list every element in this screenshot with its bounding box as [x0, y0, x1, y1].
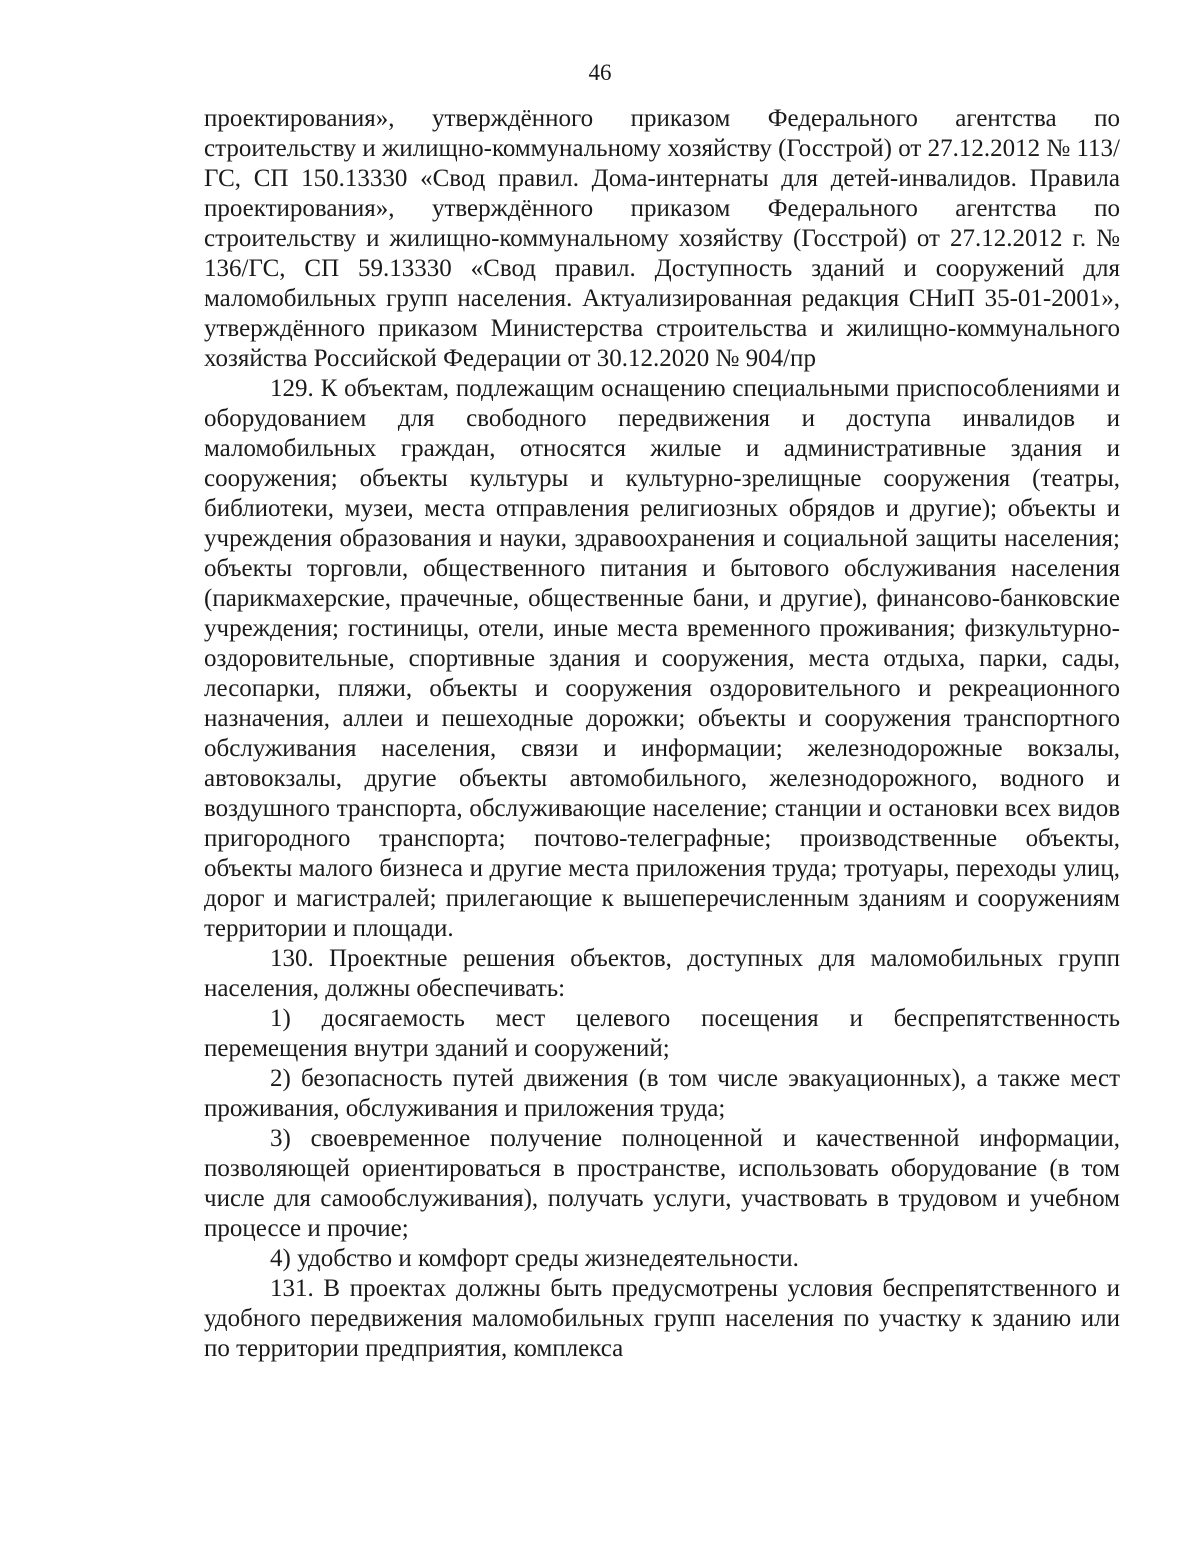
list-item-4: 4) удобство и комфорт среды жизнедеятельности. — [270, 1245, 799, 1272]
list-item-1: 1) досягаемость мест целевого посещения и беспрепятственность перемещения внутри зданий и сооружений; — [204, 1005, 1120, 1062]
document-body — [204, 104, 1120, 1364]
paragraph-129: 129. К объектам, подлежащим оснащению специальными приспособлениями и оборудованием для свободного передвижения и доступа инвалидов и маломобильных граждан, относятся жилые и административные здания и сооружения; объекты культуры и культурно-зрелищные сооружения (театры, библиотеки, музеи, места отправления религиозных обрядов и другие); объекты и учреждения образования и науки, здравоохранения и социальной защиты населения; объекты торговли, общественного питания и бытового обслуживания населения (парикмахерские, прачечные, общественные бани, и другие), финансово-банковские учреждения; гостиницы, отели, иные места временного проживания; физкультурно-оздоровительные, спортивные здания и сооружения, места отдыха, парки, сады, лесопарки, пляжи, объекты и сооружения оздоровительного и рекреационного назначения, аллеи и пешеходные дорожки; объекты и сооружения транспортного обслуживания населения, связи и информации; железнодорожные вокзалы, автовокзалы, другие объекты автомобильного, железнодорожного, водного и воздушного транспорта, обслуживающие население; станции и остановки всех видов пригородного транспорта; почтово-телеграфные; производственные объекты, объекты малого бизнеса и другие места приложения труда; тротуары, переходы улиц, дорог и магистралей; прилегающие к вышеперечисленным зданиям и сооружениям территории и площади. — [204, 375, 1120, 942]
paragraph-continuation: проектирования», утверждённого приказом Федерального агентства по строительству и жилищно-коммунальному хозяйству (Госстрой) от 27.12.2012 № 113/ГС, СП 150.13330 «Свод правил. Дома-интернаты для детей-инвалидов. Правила проектирования», утверждённого приказом Федерального агентства по строительству и жилищно-коммунальному хозяйству (Госстрой) от 27.12.2012 г. № 136/ГС, СП 59.13330 «Свод правил. Доступность зданий и сооружений для маломобильных групп населения. Актуализированная редакция СНиП 35-01-2001», утверждённого приказом Министерства строительства и жилищно-коммунального хозяйства Российской Федерации от 30.12.2020 № 904/пр — [204, 105, 1120, 372]
list-item-2: 2) безопасность путей движения (в том числе эвакуационных), а также мест проживания, обслуживания и приложения труда; — [204, 1065, 1120, 1122]
paragraph-130: 130. Проектные решения объектов, доступных для маломобильных групп населения, должны обеспечивать: — [204, 945, 1120, 1002]
list-item-3: 3) своевременное получение полноценной и качественной информации, позволяющей ориентироваться в пространстве, использовать оборудование (в том числе для самообслуживания), получать услуги, участвовать в трудовом и учебном процессе и прочие; — [204, 1125, 1120, 1242]
page-number: 46 — [588, 60, 612, 85]
paragraph-131: 131. В проектах должны быть предусмотрены условия беспрепятственного и удобного передвижения маломобильных групп населения по участку к зданию или по территории предприятия, комплекса — [204, 1275, 1120, 1362]
